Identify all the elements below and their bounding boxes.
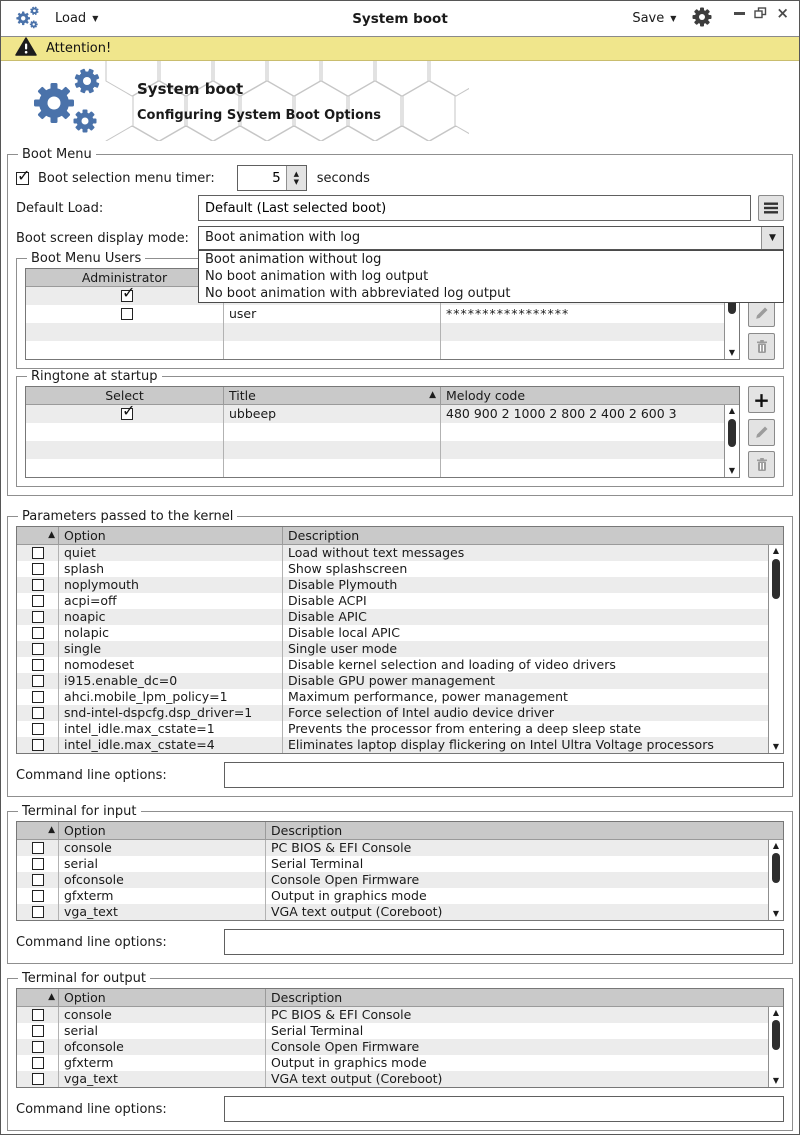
param-checkbox[interactable]	[32, 707, 44, 719]
kernel-col-option[interactable]: Option	[59, 527, 283, 544]
table-row[interactable]	[26, 405, 724, 423]
dropdown-option[interactable]: No boot animation with log output	[205, 269, 429, 284]
table-row[interactable]: snd-intel-dspcfg.dsp_driver=1 Force selection of Intel audio device driver	[17, 705, 768, 721]
load-menu-label: Load	[55, 11, 87, 26]
warning-icon	[15, 37, 37, 60]
display-mode-dropdown	[198, 250, 784, 303]
terminal-checkbox[interactable]	[32, 906, 44, 918]
terminal-output-fieldset	[7, 971, 793, 1131]
table-row[interactable]: nomodeset Disable kernel selection and loading of video drivers	[17, 657, 768, 673]
terminal-checkbox[interactable]	[32, 842, 44, 854]
scroll-up-button[interactable]: ▲	[772, 841, 780, 850]
kernel-table-header	[17, 527, 783, 545]
default-load-input[interactable]	[198, 195, 751, 221]
param-checkbox[interactable]	[32, 723, 44, 735]
param-checkbox[interactable]	[32, 643, 44, 655]
attention-text: Attention!	[46, 41, 112, 56]
terminal-output-header	[17, 989, 783, 1007]
combo-arrow-button[interactable]	[761, 227, 783, 249]
add-ringtone-button[interactable]	[748, 386, 775, 413]
user-name-cell: user	[224, 305, 441, 323]
page-subtitle: Configuring System Boot Options	[137, 107, 382, 123]
param-checkbox[interactable]	[32, 739, 44, 751]
hamburger-icon	[764, 202, 778, 214]
load-menu-button[interactable]	[55, 11, 98, 26]
table-row[interactable]: quiet Load without text messages	[17, 545, 768, 561]
save-menu-label: Save	[632, 11, 665, 26]
terminal-input-header	[17, 822, 783, 840]
table-row[interactable]: noapic Disable APIC	[17, 609, 768, 625]
table-row[interactable]: gfxterm Output in graphics mode	[17, 1055, 768, 1071]
sort-column-header[interactable]	[17, 989, 59, 1006]
maximize-icon[interactable]	[754, 7, 767, 23]
scroll-up-button[interactable]: ▲	[772, 546, 780, 555]
ringtone-table-header	[26, 387, 739, 405]
boot-menu-fieldset	[7, 147, 793, 496]
table-row[interactable]: splash Show splashscreen	[17, 561, 768, 577]
terminal-input-table	[16, 821, 784, 921]
terminal-input-cmdline-label: Command line options:	[16, 934, 167, 950]
param-checkbox[interactable]	[32, 611, 44, 623]
display-mode-combobox[interactable]	[198, 226, 784, 250]
sort-column-header[interactable]	[17, 822, 59, 839]
terminal-checkbox[interactable]	[32, 874, 44, 886]
dropdown-option[interactable]: No boot animation with abbreviated log output	[205, 286, 511, 301]
ringtone-table-scrollbar[interactable]	[724, 405, 739, 477]
boot-menu-users-legend: Boot Menu Users	[31, 251, 142, 266]
spin-down-icon[interactable]: ▼	[293, 178, 299, 186]
table-row[interactable]: vga_text VGA text output (Coreboot)	[17, 904, 768, 920]
admin-checkbox[interactable]	[121, 308, 133, 320]
default-load-menu-button[interactable]	[758, 195, 784, 221]
page-title: System boot	[137, 79, 244, 98]
table-row[interactable]	[26, 423, 724, 441]
pencil-icon	[754, 425, 769, 440]
table-row[interactable]: console PC BIOS & EFI Console	[17, 1007, 768, 1023]
kernel-cmdline-label: Command line options:	[16, 767, 167, 783]
timer-checkbox[interactable]	[16, 172, 29, 185]
scrollbar-thumb[interactable]	[772, 1020, 780, 1050]
table-row[interactable]: noplymouth Disable Plymouth	[17, 577, 768, 593]
user-password-cell: *****************	[446, 306, 570, 321]
ringtone-table	[25, 386, 740, 478]
delete-ringtone-button[interactable]	[748, 451, 775, 478]
table-row[interactable]: gfxterm Output in graphics mode	[17, 888, 768, 904]
terminal-checkbox[interactable]	[32, 858, 44, 870]
timer-unit-label: seconds	[316, 170, 370, 186]
table-row[interactable]: nolapic Disable local APIC	[17, 625, 768, 641]
sort-asc-icon: ▲	[48, 992, 55, 1002]
sort-column-header[interactable]	[17, 527, 59, 544]
terminal-output-cmdline-input[interactable]	[224, 1096, 784, 1122]
terminal-col-description[interactable]: Description	[271, 990, 343, 1005]
terminal-output-cmdline-label: Command line options:	[16, 1101, 167, 1117]
chevron-down-icon: ▼	[769, 233, 776, 243]
edit-user-button[interactable]	[748, 300, 775, 327]
sort-asc-icon: ▲	[48, 825, 55, 835]
table-row[interactable]	[26, 305, 724, 323]
table-row[interactable]: serial Serial Terminal	[17, 1023, 768, 1039]
param-checkbox[interactable]	[32, 563, 44, 575]
table-row[interactable]: i915.enable_dc=0 Disable GPU power management	[17, 673, 768, 689]
table-row[interactable]: intel_idle.max_cstate=1 Prevents the processor from entering a deep sleep state	[17, 721, 768, 737]
spinner-arrows[interactable]	[286, 166, 306, 190]
param-checkbox[interactable]	[32, 627, 44, 639]
ringtone-legend: Ringtone at startup	[31, 369, 158, 384]
table-row[interactable]	[26, 323, 724, 341]
table-row[interactable]: vga_text VGA text output (Coreboot)	[17, 1071, 768, 1087]
terminal-output-legend: Terminal for output	[22, 971, 146, 986]
kernel-table-scrollbar[interactable]	[768, 545, 783, 753]
table-row[interactable]: ofconsole Console Open Firmware	[17, 872, 768, 888]
ringtone-checkbox[interactable]	[121, 408, 133, 420]
ringtone-col-melody[interactable]: Melody code	[446, 388, 526, 403]
terminal-checkbox[interactable]	[32, 1009, 44, 1021]
chevron-down-icon: ▼	[670, 13, 677, 23]
table-row[interactable]: single Single user mode	[17, 641, 768, 657]
terminal-col-option[interactable]: Option	[59, 989, 266, 1006]
save-menu-button[interactable]	[632, 11, 676, 26]
scrollbar-thumb[interactable]	[728, 419, 736, 447]
table-row[interactable]	[26, 459, 724, 477]
display-mode-label: Boot screen display mode:	[16, 230, 189, 246]
param-checkbox[interactable]	[32, 579, 44, 591]
terminal-checkbox[interactable]	[32, 1025, 44, 1037]
terminal-output-table	[16, 988, 784, 1088]
boot-menu-legend: Boot Menu	[22, 147, 92, 162]
ringtone-col-title[interactable]: Title ▲	[224, 387, 441, 404]
scrollbar-thumb[interactable]	[772, 559, 780, 599]
terminal-input-scrollbar[interactable]	[768, 840, 783, 920]
ringtone-title-cell: ubbeep	[224, 405, 441, 423]
edit-ringtone-button[interactable]	[748, 419, 775, 446]
terminal-input-cmdline-input[interactable]	[224, 929, 784, 955]
terminal-output-scrollbar[interactable]	[768, 1007, 783, 1087]
scroll-down-button[interactable]: ▼	[728, 348, 736, 357]
sort-asc-icon: ▲	[48, 530, 55, 540]
terminal-checkbox[interactable]	[32, 1041, 44, 1053]
scroll-down-button[interactable]: ▼	[772, 742, 780, 751]
settings-gear-icon[interactable]	[692, 7, 712, 31]
terminal-input-legend: Terminal for input	[22, 804, 137, 819]
terminal-col-option[interactable]: Option	[59, 822, 266, 839]
scroll-up-button[interactable]: ▲	[728, 406, 736, 415]
plus-icon: +	[753, 387, 770, 412]
default-load-label: Default Load:	[16, 200, 104, 216]
param-checkbox[interactable]	[32, 691, 44, 703]
timer-spinner	[237, 165, 307, 191]
display-mode-value: Boot animation with log	[205, 230, 361, 245]
dropdown-option[interactable]: Boot animation without log	[205, 252, 382, 267]
attention-bar	[1, 37, 799, 61]
close-icon[interactable]: ×	[776, 3, 789, 22]
param-checkbox[interactable]	[32, 547, 44, 559]
table-row[interactable]: acpi=off Disable ACPI	[17, 593, 768, 609]
terminal-input-fieldset	[7, 804, 793, 964]
kernel-col-description[interactable]: Description	[288, 528, 360, 543]
terminal-checkbox[interactable]	[32, 890, 44, 902]
ringtone-fieldset	[16, 369, 784, 487]
param-checkbox[interactable]	[32, 675, 44, 687]
sort-asc-icon: ▲	[429, 390, 436, 400]
terminal-checkbox[interactable]	[32, 1057, 44, 1069]
timer-value-input[interactable]	[238, 166, 286, 190]
timer-row	[16, 164, 784, 192]
delete-user-button[interactable]	[748, 333, 775, 360]
ringtone-col-select[interactable]: Select	[26, 387, 224, 404]
trash-icon	[755, 339, 769, 354]
admin-checkbox[interactable]	[121, 290, 133, 302]
table-row[interactable]: console PC BIOS & EFI Console	[17, 840, 768, 856]
terminal-checkbox[interactable]	[32, 1073, 44, 1085]
trash-icon	[755, 457, 769, 472]
scrollbar-thumb[interactable]	[772, 853, 780, 883]
ringtone-melody-cell: 480 900 2 1000 2 800 2 400 2 600 3	[446, 406, 677, 421]
kernel-params-table	[16, 526, 784, 754]
app-logo-gears-icon	[23, 61, 107, 141]
table-row[interactable]	[26, 441, 724, 459]
table-row[interactable]: ahci.mobile_lpm_policy=1 Maximum performance, power management	[17, 689, 768, 705]
scroll-down-button[interactable]: ▼	[772, 909, 780, 918]
default-load-row	[16, 194, 784, 222]
kernel-params-legend: Parameters passed to the kernel	[22, 509, 234, 524]
scroll-down-button[interactable]: ▼	[728, 466, 736, 475]
chevron-down-icon: ▼	[92, 13, 99, 23]
titlebar	[1, 1, 799, 37]
app-gears-icon	[11, 3, 41, 35]
table-row[interactable]: intel_idle.max_cstate=4 Eliminates laptop display flickering on Intel Ultra Voltage processors	[17, 737, 768, 753]
timer-label: Boot selection menu timer:	[38, 170, 215, 186]
table-row[interactable]: ofconsole Console Open Firmware	[17, 1039, 768, 1055]
param-checkbox[interactable]	[32, 659, 44, 671]
minimize-icon[interactable]	[734, 12, 745, 15]
table-row[interactable]	[26, 341, 724, 359]
terminal-col-description[interactable]: Description	[271, 823, 343, 838]
param-checkbox[interactable]	[32, 595, 44, 607]
app-header	[1, 61, 799, 141]
kernel-cmdline-input[interactable]	[224, 762, 784, 788]
scroll-up-button[interactable]: ▲	[772, 1008, 780, 1017]
spin-up-icon[interactable]: ▲	[293, 170, 299, 178]
scroll-down-button[interactable]: ▼	[772, 1076, 780, 1085]
users-col-administrator[interactable]: Administrator	[26, 269, 224, 286]
window-title: System boot	[352, 10, 448, 27]
kernel-params-fieldset	[7, 509, 793, 797]
pencil-icon	[754, 306, 769, 321]
table-row[interactable]: serial Serial Terminal	[17, 856, 768, 872]
